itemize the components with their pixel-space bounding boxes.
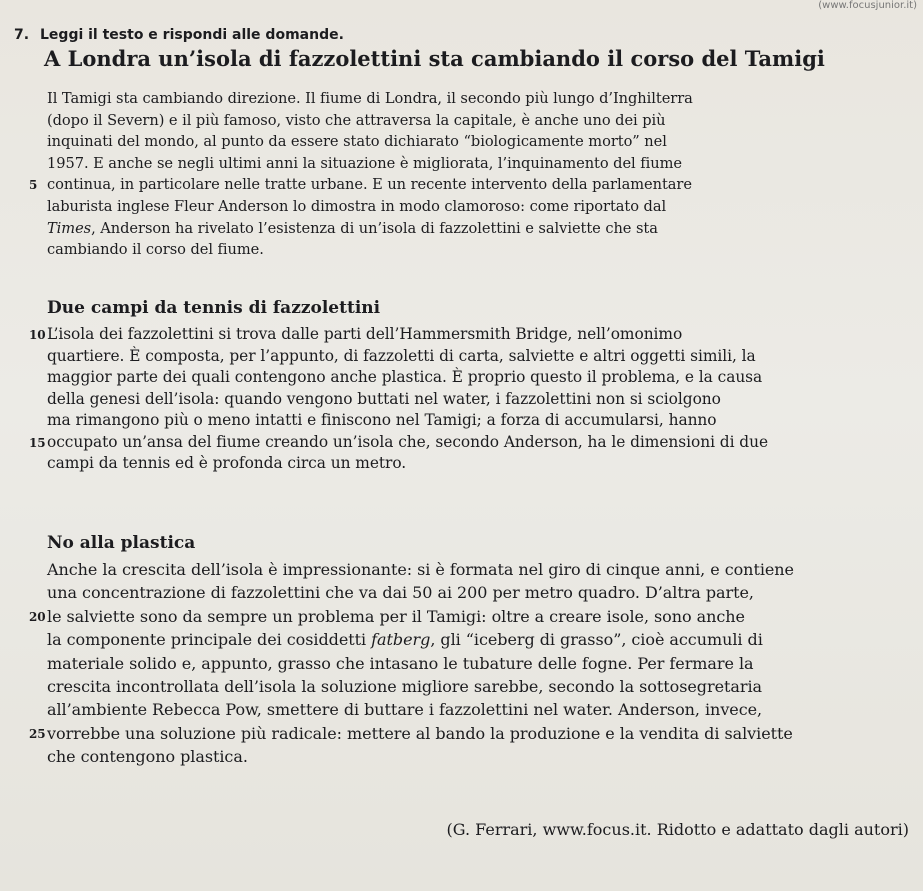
line-number: 15 <box>29 435 46 450</box>
exercise-number: 7. <box>14 27 30 43</box>
line-text: Anche la crescita dell’isola è impressionante: si è formata nel giro di cinque anni, e contiene <box>47 560 794 579</box>
text-line <box>47 389 907 411</box>
line-number: 10 <box>29 328 46 342</box>
line-text: ma rimangono più o meno intatti e finiscono nel Tamigi; a forza di accumularsi, hanno <box>47 411 717 429</box>
article-title: A Londra un’isola di fazzolettini sta cambiando il corso del Tamigi <box>44 46 825 71</box>
text-line <box>47 131 907 153</box>
text-line <box>47 581 907 604</box>
line-text: una concentrazione di fazzolettini che va dai 50 ai 200 per metro quadro. D’altra parte, <box>47 583 754 603</box>
paragraph-3 <box>29 558 907 769</box>
line-text: vorrebbe una soluzione più radicale: mettere al bando la produzione e la vendita di salviette <box>47 723 793 743</box>
line-text: (dopo il Severn) e il più famoso, visto che attraversa la capitale, è anche uno dei più <box>47 111 666 129</box>
subheading-plastica: No alla plastica <box>47 533 196 553</box>
exercise-header <box>14 27 344 43</box>
line-number: 20 <box>29 609 46 624</box>
line-text: cambiando il corso del fiume. <box>47 241 264 259</box>
text-line <box>47 110 907 132</box>
line-text: che contengono plastica. <box>47 747 248 767</box>
text-line <box>47 196 907 218</box>
line-text: continua, in particolare nelle tratte urbane. E un recente intervento della parlamentare <box>47 176 692 194</box>
line-text: campi da tennis ed è profonda circa un metro. <box>47 454 407 472</box>
line-text: Times, Anderson ha rivelato l’esistenza di un’isola di fazzolettini e salviette che sta <box>47 219 658 237</box>
text-line <box>47 698 907 721</box>
source-citation: (G. Ferrari, www.focus.it. Ridotto e adattato dagli autori) <box>446 820 909 839</box>
text-line <box>29 174 907 196</box>
line-text: L’isola dei fazzolettini si trova dalle parti dell’Hammersmith Bridge, nell’omonimo <box>47 325 683 343</box>
text-line <box>29 722 907 745</box>
line-text: crescita incontrollata dell’isola la soluzione migliore sarebbe, secondo la sottosegretaria <box>47 677 763 697</box>
paragraph-2 <box>29 324 907 475</box>
line-text: della genesi dell’isola: quando vengono buttati nel water, i fazzolettini non si sciolgono <box>47 389 721 408</box>
text-line <box>47 628 907 651</box>
line-text: maggior parte dei quali contengono anche plastica. È proprio questo il problema, e la causa <box>47 368 763 386</box>
line-text: laburista inglese Fleur Anderson lo dimostra in modo clamoroso: come riportato dal <box>47 197 667 215</box>
line-text: all’ambiente Rebecca Pow, smettere di buttare i fazzolettini nel water. Anderson, invece, <box>47 700 763 720</box>
text-line <box>29 324 907 346</box>
text-line <box>47 88 907 110</box>
line-number: 5 <box>29 178 38 193</box>
line-text: inquinati del mondo, al punto da essere stato dichiarato “biologicamente morto” nel <box>47 133 667 151</box>
line-number: 25 <box>29 726 46 741</box>
line-text: la componente principale dei cosiddetti fatberg, gli “iceberg di grasso”, cioè accumuli di <box>47 630 763 650</box>
text-line <box>29 605 907 628</box>
line-text: occupato un’ansa del fiume creando un’isola che, secondo Anderson, ha le dimensioni di due <box>47 432 769 451</box>
text-line <box>47 218 907 240</box>
paragraph-1 <box>29 88 907 261</box>
subheading-tennis: Due campi da tennis di fazzolettini <box>47 298 381 318</box>
line-text: materiale solido e, appunto, grasso che intasano le tubature delle fogne. Per fermare la <box>47 653 754 673</box>
text-line <box>47 453 907 475</box>
line-text: le salviette sono da sempre un problema per il Tamigi: oltre a creare isole, sono anche <box>47 606 745 626</box>
text-line <box>47 153 907 175</box>
text-line <box>29 432 907 454</box>
text-line <box>47 675 907 698</box>
text-line <box>47 652 907 675</box>
text-line <box>47 346 907 368</box>
watermark: (www.focusjunior.it) <box>818 0 917 11</box>
text-line <box>47 410 907 432</box>
text-line <box>47 367 907 389</box>
text-line <box>47 239 907 261</box>
text-line <box>47 558 907 581</box>
exercise-instruction: Leggi il testo e rispondi alle domande. <box>40 27 344 43</box>
text-line <box>47 745 907 768</box>
line-text: quartiere. È composta, per l’appunto, di fazzoletti di carta, salviette e altri oggetti simili, la <box>47 346 756 365</box>
line-text: 1957. E anche se negli ultimi anni la situazione è migliorata, l’inquinamento del fiume <box>47 154 682 172</box>
line-text: Il Tamigi sta cambiando direzione. Il fiume di Londra, il secondo più lungo d’Inghilterra <box>47 90 693 107</box>
